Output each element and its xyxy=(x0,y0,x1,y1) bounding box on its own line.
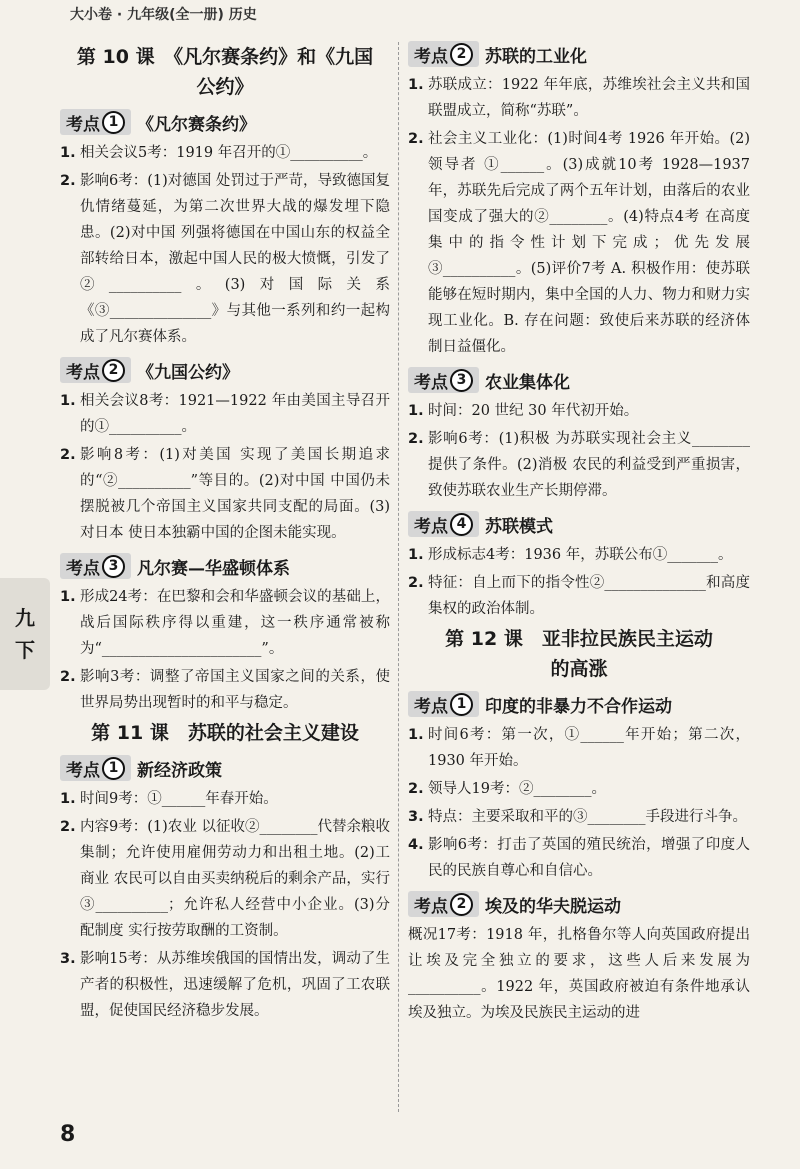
left-column xyxy=(60,40,390,1026)
kaodian-title: 苏联模式 xyxy=(485,516,553,537)
list-item: 1. 相关会议8考：1921—1922 年由美国主导召开的①__________。 xyxy=(60,393,390,435)
page-number: 8 xyxy=(60,1122,76,1147)
list-item: 4. 影响6考：打击了英国的殖民统治，增强了印度人民的民族自尊心和自信心。 xyxy=(408,837,750,879)
kaodian-title: 印度的非暴力不合作运动 xyxy=(485,696,672,717)
list-item: 1. 形成标志4考：1936 年，苏联公布①_______。 xyxy=(408,547,733,563)
list-item: 1. 时间6考：第一次，①______年开始；第二次，1930 年开始。 xyxy=(408,727,750,769)
kaodian-title: 苏联的工业化 xyxy=(485,46,587,67)
kaodian-title: 凡尔赛—华盛顿体系 xyxy=(137,558,290,579)
kaodian-number: 3 xyxy=(102,555,125,578)
paragraph: 概况17考：1918 年，扎格鲁尔等人向英国政府提出让埃及完全独立的要求，这些人后来发展为__________。1922 年，英国政府被迫有条件地承认埃及独立。为埃及民族民主运动的进 xyxy=(408,927,750,1021)
lesson-11-title: 第 11 课 苏联的社会主义建设 xyxy=(91,722,359,744)
lesson-title-line: 第 10 课 《凡尔赛条约》和《九国 xyxy=(76,46,374,68)
list-item: 2. 领导人19考：②________。 xyxy=(408,781,606,797)
kaodian-badge: 考点 1 xyxy=(60,755,131,781)
kaodian-badge: 考点 1 xyxy=(408,691,479,717)
lesson-title-line: 第 12 课 亚非拉民族民主运动 xyxy=(445,628,713,650)
kaodian-number: 2 xyxy=(450,893,473,916)
list-item: 1. 时间9考：①______年春开始。 xyxy=(60,791,278,807)
kaodian-number: 2 xyxy=(450,43,473,66)
list-item: 2. 影响8考：(1)对美国 实现了美国长期追求的“②__________”等目的。(2)对中国 中国仍未摆脱被几个帝国主义国家共同支配的局面。(3)对日本 使日本独霸中国的企图未能实现。 xyxy=(60,447,390,541)
kaodian-title: 农业集体化 xyxy=(485,372,570,393)
kaodian-header xyxy=(408,40,750,68)
list-item: 2. 特征：自上而下的指令性②______________和高度集权的政治体制。 xyxy=(408,575,750,617)
kaodian-title: 《凡尔赛条约》 xyxy=(137,114,256,135)
side-tab-char: 九 xyxy=(15,606,35,630)
kaodian-header xyxy=(60,552,390,580)
lesson-title-line: 的高涨 xyxy=(550,658,608,680)
kaodian-header xyxy=(408,366,750,394)
list-item: 1. 形成24考：在巴黎和会和华盛顿会议的基础上，战后国际秩序得以重建，这一秩序通常被称为“______________________”。 xyxy=(60,589,390,657)
kaodian-header xyxy=(60,754,390,782)
kaodian-header xyxy=(408,510,750,538)
lesson-12-title xyxy=(408,624,750,684)
page-header: 大小卷 · 九年级(全一册) 历史 xyxy=(70,7,257,23)
kaodian-badge: 考点 2 xyxy=(60,357,131,383)
side-tab-char: 下 xyxy=(15,638,35,662)
list-item: 2. 影响6考：(1)积极 为苏联实现社会主义________提供了条件。(2)消极 农民的利益受到严重损害，致使苏联农业生产长期停滞。 xyxy=(408,431,750,499)
list-item: 3. 影响15考：从苏维埃俄国的国情出发，调动了生产者的积极性，迅速缓解了危机，巩固了工农联盟，促使国民经济稳步发展。 xyxy=(60,951,390,1019)
list-item: 1. 苏联成立：1922 年年底，苏维埃社会主义共和国联盟成立，简称“苏联”。 xyxy=(408,77,750,119)
kaodian-badge: 考点 2 xyxy=(408,41,479,67)
kaodian-number: 2 xyxy=(102,359,125,382)
kaodian-title: 新经济政策 xyxy=(137,760,222,781)
list-item: 3. 特点：主要采取和平的③________手段进行斗争。 xyxy=(408,809,747,825)
right-column xyxy=(408,40,750,1026)
list-item: 2. 社会主义工业化：(1)时间4考 1926 年开始。(2)领导者 ①______。(3)成就10考 1928—1937 年，苏联先后完成了两个五年计划，由落后的农业国变成了强大的②________。(4)特点4考 在高度集中的指令性计划下完成；优先发展③__________。(5)评价7考 A. 积极作用：使苏联能够在短时期内，集中全国的人力、物力和财力实现工业化。B. 存在问题：致使后来苏联的经济体制日益僵化。 xyxy=(408,131,750,355)
kaodian-badge: 考点 4 xyxy=(408,511,479,537)
list-item: 2. 影响6考：(1)对德国 处罚过于严苛，导致德国复仇情绪蔓延，为第二次世界大战的爆发埋下隐患。(2)对中国 列强将德国在中国山东的权益全部转给日本，激起中国人民的极大愤慨，引发了②__________。(3)对国际关系《③______________》与其他一系列和约一起构成了凡尔赛体系。 xyxy=(60,173,390,345)
kaodian-number: 1 xyxy=(102,757,125,780)
kaodian-header xyxy=(408,690,750,718)
list-item: 1. 时间：20 世纪 30 年代初开始。 xyxy=(408,403,639,419)
kaodian-number: 1 xyxy=(450,693,473,716)
kaodian-number: 1 xyxy=(102,111,125,134)
kaodian-number: 4 xyxy=(450,513,473,536)
kaodian-title: 《九国公约》 xyxy=(137,362,239,383)
kaodian-header xyxy=(60,356,390,384)
kaodian-title: 埃及的华夫脱运动 xyxy=(485,896,621,917)
kaodian-header xyxy=(60,108,390,136)
list-item: 2. 影响3考：调整了帝国主义国家之间的关系，使世界局势出现暂时的和平与稳定。 xyxy=(60,669,390,711)
kaodian-badge: 考点 2 xyxy=(408,891,479,917)
kaodian-badge: 考点 1 xyxy=(60,109,131,135)
column-divider xyxy=(398,42,399,1112)
list-item: 2. 内容9考：(1)农业 以征收②________代替余粮收集制；允许使用雇佣劳动力和出租土地。(2)工商业 农民可以自由买卖纳税后的剩余产品，实行③__________；允许私人经营中小企业。(3)分配制度 实行按劳取酬的工资制。 xyxy=(60,819,390,939)
kaodian-number: 3 xyxy=(450,369,473,392)
lesson-title-line: 公约》 xyxy=(196,76,254,98)
side-chapter-tab xyxy=(0,578,50,690)
kaodian-header xyxy=(408,890,750,918)
list-item: 1. 相关会议5考：1919 年召开的①__________。 xyxy=(60,145,378,161)
kaodian-badge: 考点 3 xyxy=(408,367,479,393)
kaodian-badge: 考点 3 xyxy=(60,553,131,579)
lesson-10-title xyxy=(60,42,390,102)
